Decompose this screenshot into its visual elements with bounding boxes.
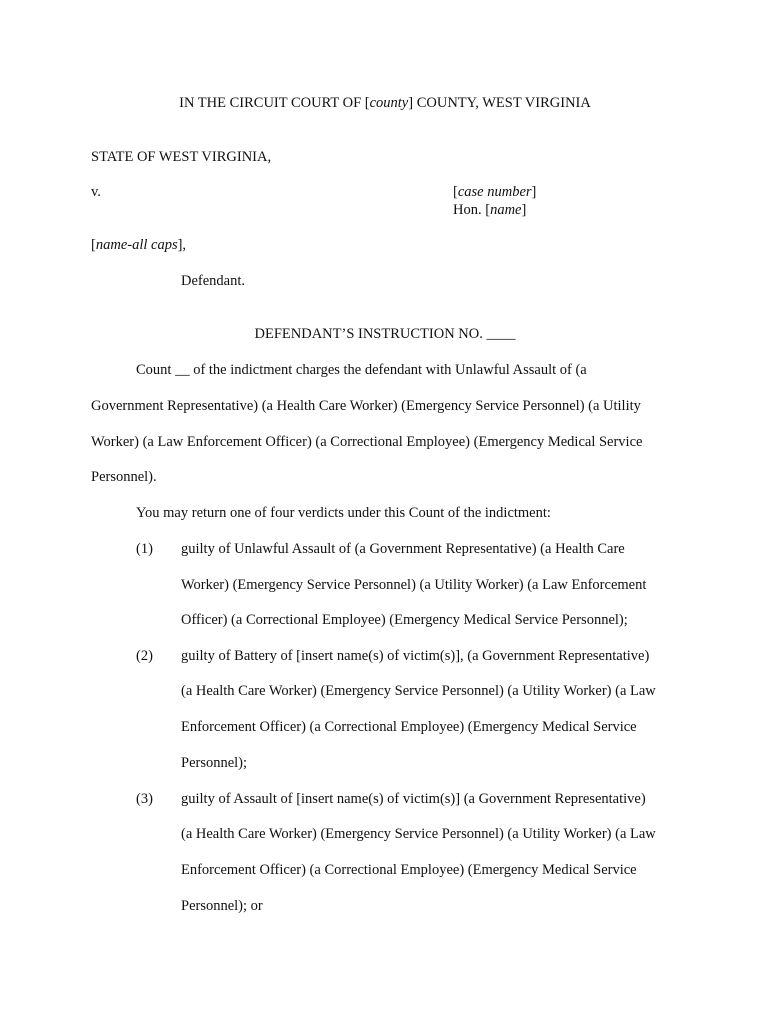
verdict-item-line: guilty of Battery of [insert name(s) of victim(s)], (a Government Representative) <box>181 648 650 664</box>
defendant-close: ], <box>177 237 187 253</box>
verdict-item-line: guilty of Unlawful Assault of (a Government Representative) (a Health Care <box>181 541 625 557</box>
verdict-item-number: (3) <box>136 791 153 807</box>
verdict-item-line: Personnel); or <box>181 898 263 914</box>
plaintiff-name: STATE OF WEST VIRGINIA, <box>91 149 272 165</box>
defendant-label: Defendant. <box>181 273 246 289</box>
verdict-item-line: Officer) (a Correctional Employee) (Emergency Medical Service Personnel); <box>181 612 628 628</box>
case-number-open: [ <box>453 184 458 200</box>
court-heading-suffix: ] COUNTY, WEST VIRGINIA <box>408 95 591 111</box>
court-heading-prefix: IN THE CIRCUIT COURT OF [ <box>179 95 370 111</box>
instruction-title: DEFENDANT’S INSTRUCTION NO. ____ <box>254 326 516 342</box>
case-number-close: ] <box>531 184 537 200</box>
paragraph1-line: Government Representative) (a Health Care Worker) (Emergency Service Personnel) (a Utility <box>91 398 641 414</box>
county-placeholder: county <box>369 95 409 111</box>
paragraph1-line: Count __ of the indictment charges the defendant with Unlawful Assault of (a <box>136 362 587 378</box>
verdict-item-line: guilty of Assault of [insert name(s) of victim(s)] (a Government Representative) <box>181 791 646 807</box>
verdict-item-number: (2) <box>136 648 153 664</box>
judge-suffix: ] <box>521 202 527 218</box>
verdict-item-line: Enforcement Officer) (a Correctional Employee) (Emergency Medical Service <box>181 862 637 878</box>
court-heading <box>0 94 770 112</box>
verdict-item-number: (1) <box>136 541 153 557</box>
defendant-open: [ <box>91 237 96 253</box>
verdict-item-line: (a Health Care Worker) (Emergency Service Personnel) (a Utility Worker) (a Law <box>181 826 656 842</box>
paragraph2: You may return one of four verdicts under this Count of the indictment: <box>136 505 551 521</box>
verdict-item-line: Personnel); <box>181 755 248 771</box>
versus-label: v. <box>91 184 101 200</box>
defendant-name-field <box>91 236 186 254</box>
judge-field <box>453 201 526 219</box>
paragraph1-line: Personnel). <box>91 469 157 485</box>
case-number-placeholder: case number <box>457 184 532 200</box>
paragraph1-line: Worker) (a Law Enforcement Officer) (a Correctional Employee) (Emergency Medical Service <box>91 434 643 450</box>
judge-placeholder: name <box>490 202 522 218</box>
defendant-placeholder: name-all caps <box>95 237 178 253</box>
verdict-item-line: Worker) (Emergency Service Personnel) (a Utility Worker) (a Law Enforcement <box>181 577 647 593</box>
verdict-item-line: (a Health Care Worker) (Emergency Service Personnel) (a Utility Worker) (a Law <box>181 683 656 699</box>
verdict-item-line: Enforcement Officer) (a Correctional Employee) (Emergency Medical Service <box>181 719 637 735</box>
judge-prefix: Hon. [ <box>453 202 491 218</box>
case-number-field <box>453 183 536 201</box>
